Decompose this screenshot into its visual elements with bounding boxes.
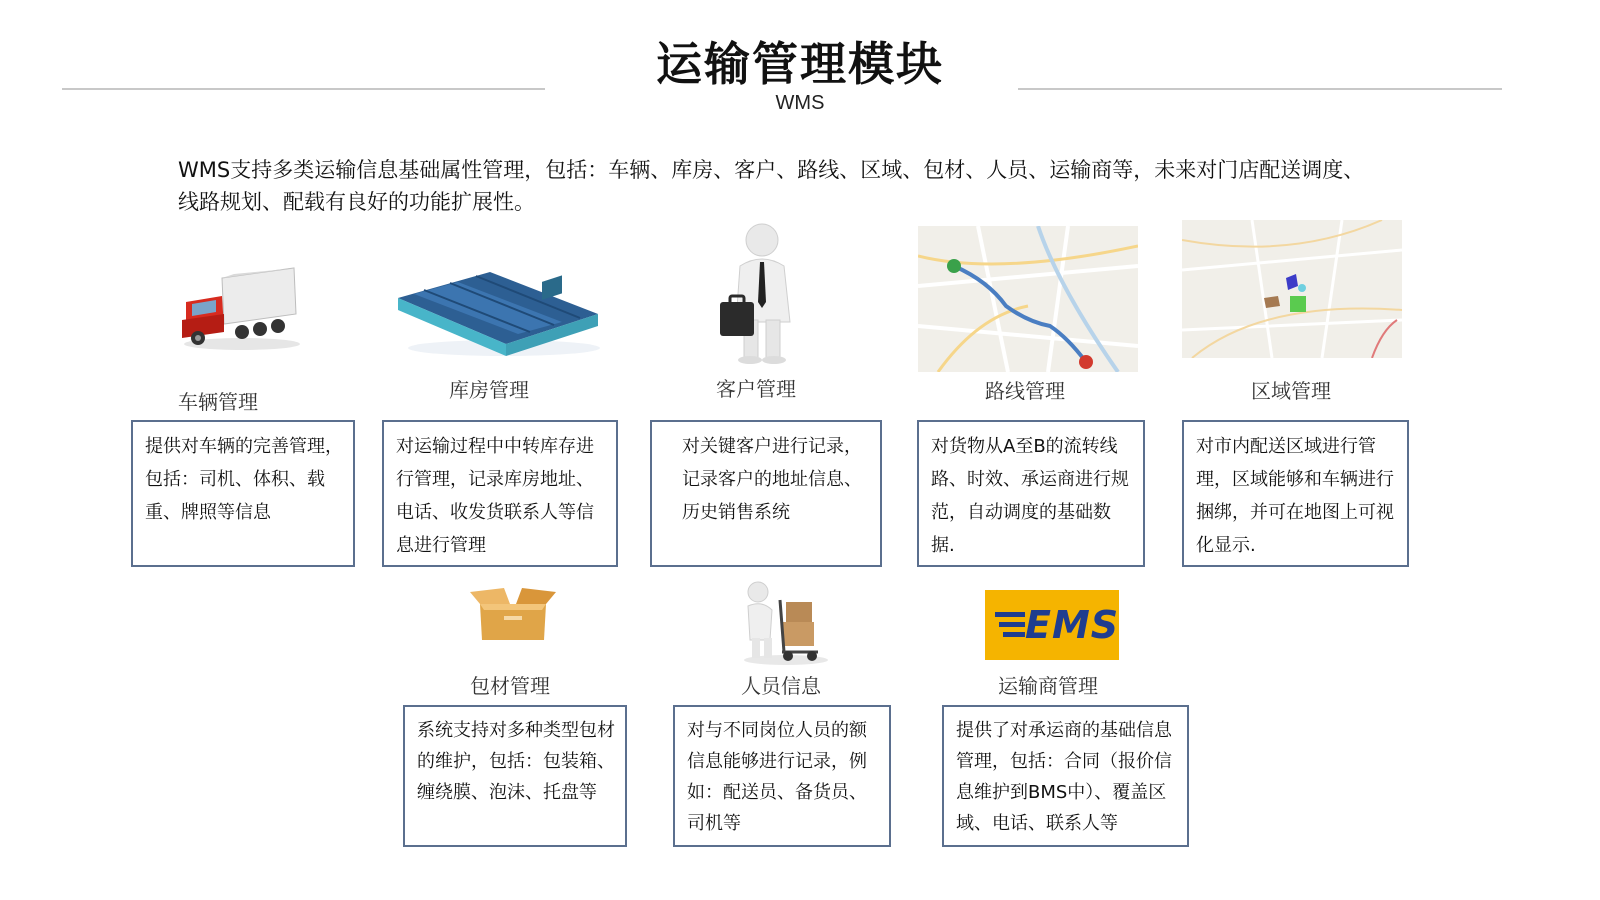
region-map-icon bbox=[1182, 220, 1402, 358]
module-desc-customer: 对关键客户进行记录，记录客户的地址信息、历史销售系统 bbox=[650, 420, 882, 567]
businessman-icon bbox=[706, 222, 816, 364]
module-label-personnel: 人员信息 bbox=[741, 674, 821, 698]
delivery-person-icon bbox=[736, 580, 832, 666]
box-icon bbox=[470, 586, 556, 646]
ems-logo-icon bbox=[985, 590, 1119, 660]
module-label-vehicle: 车辆管理 bbox=[178, 390, 258, 414]
module-desc-carrier: 提供了对承运商的基础信息管理，包括：合同（报价信息维护到BMS中）、覆盖区域、电话、联系人等 bbox=[942, 705, 1189, 847]
module-label-customer: 客户管理 bbox=[716, 377, 796, 401]
truck-icon bbox=[178, 266, 302, 352]
module-desc-warehouse: 对运输过程中中转库存进行管理，记录库房地址、电话、收发货联系人等信息进行管理 bbox=[382, 420, 618, 567]
module-label-packaging: 包材管理 bbox=[470, 674, 550, 698]
module-desc-vehicle: 提供对车辆的完善管理，包括：司机、体积、载重、牌照等信息 bbox=[131, 420, 355, 567]
module-desc-route: 对货物从A至B的流转线路、时效、承运商进行规范，自动调度的基础数据. bbox=[917, 420, 1145, 567]
warehouse-icon bbox=[394, 268, 602, 358]
module-label-region: 区域管理 bbox=[1251, 379, 1331, 403]
page-subtitle: WMS bbox=[775, 92, 825, 114]
module-label-warehouse: 库房管理 bbox=[449, 378, 529, 402]
ems-logo-text: EMS bbox=[1025, 603, 1119, 647]
intro-paragraph: WMS支持多类运输信息基础属性管理，包括：车辆、库房、客户、路线、区域、包材、人员、运输商等，未来对门店配送调度、线路规划、配载有良好的功能扩展性。 bbox=[178, 158, 1365, 214]
module-desc-region: 对市内配送区域进行管理，区域能够和车辆进行捆绑，并可在地图上可视化显示. bbox=[1182, 420, 1409, 567]
route-map-icon bbox=[918, 226, 1138, 372]
module-label-route: 路线管理 bbox=[985, 379, 1065, 403]
module-label-carrier: 运输商管理 bbox=[998, 674, 1098, 698]
module-desc-personnel: 对与不同岗位人员的额信息能够进行记录，例如：配送员、备货员、司机等 bbox=[673, 705, 891, 847]
page-title: 运输管理模块 bbox=[656, 37, 944, 91]
module-desc-packaging: 系统支持对多种类型包材的维护，包括：包装箱、缠绕膜、泡沫、托盘等 bbox=[403, 705, 627, 847]
